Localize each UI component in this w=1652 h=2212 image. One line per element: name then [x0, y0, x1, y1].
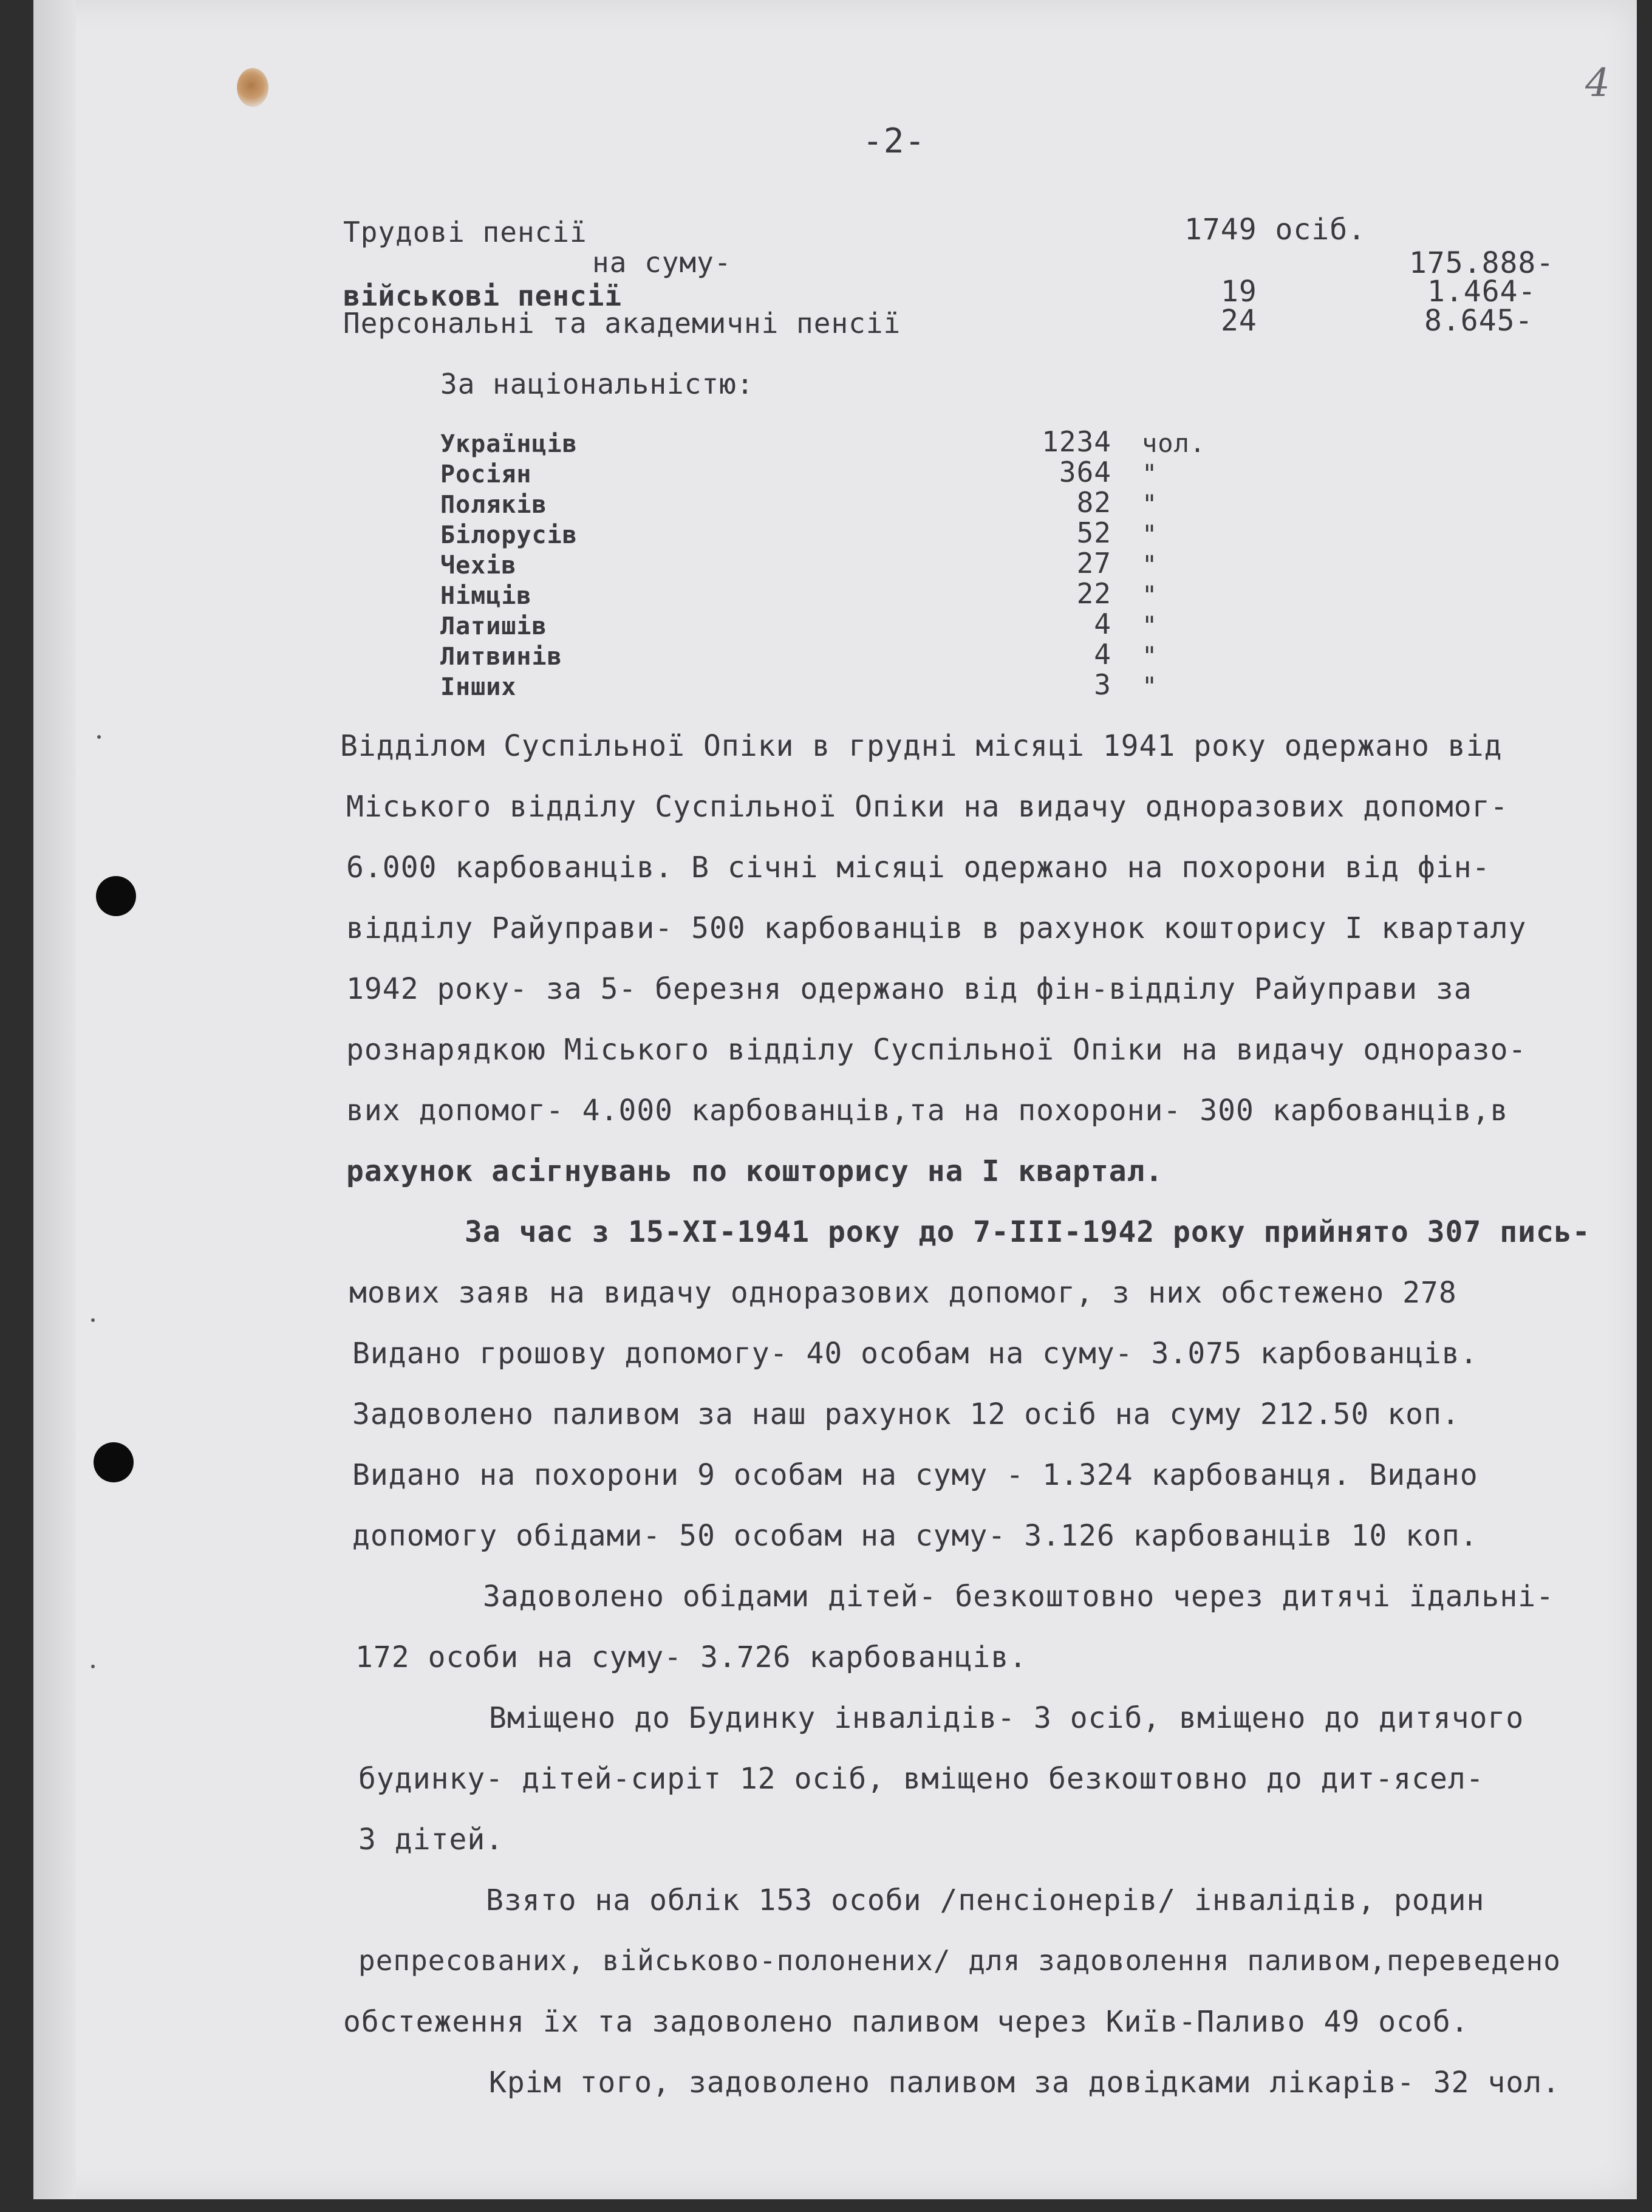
military-pensions-sum: 1.464- — [1427, 275, 1537, 309]
nationality-name: Чехів — [440, 552, 517, 580]
body-line: 3 дітей. — [358, 1823, 504, 1857]
punch-hole-upper — [96, 876, 136, 916]
body-line: обстеження їх та задоволено паливом через Київ-Паливо 49 особ. — [343, 2005, 1469, 2039]
nationality-count: 27 — [1076, 547, 1111, 580]
nationality-name: Росіян — [440, 461, 532, 488]
nationality-unit: " — [1142, 519, 1158, 549]
labor-pensions-sum: 175.888- — [1409, 246, 1555, 280]
body-line: Задоволено обідами дітей- безкоштовно через дитячі їдальні- — [483, 1580, 1555, 1614]
nationality-heading: За національністю: — [440, 368, 754, 400]
body-line: рознарядкою Міського відділу Суспільної Опіки на видачу одноразо- — [346, 1033, 1527, 1067]
nationality-unit: " — [1142, 611, 1158, 640]
nationality-name: Українців — [440, 430, 578, 458]
body-line: За час з 15-XI-1941 року до 7-III-1942 року прийнято 307 пись- — [465, 1215, 1591, 1249]
nationality-unit: " — [1142, 580, 1158, 610]
body-line: Задоволено паливом за наш рахунок 12 осіб на суму 212.50 коп. — [352, 1397, 1460, 1431]
nationality-name: Поляків — [440, 491, 547, 519]
paper-speck — [91, 1318, 95, 1322]
nationality-name: Інших — [440, 673, 517, 701]
body-line: Відділом Суспільної Опіки в грудні місяці 1941 року одержано від — [340, 729, 1503, 763]
body-line: будинку- дітей-сиріт 12 осіб, вміщено безкоштовно до дит-ясел- — [358, 1762, 1484, 1796]
handwritten-page-number: 4 — [1585, 61, 1610, 106]
nationality-count: 4 — [1094, 608, 1111, 640]
nationality-count: 4 — [1094, 638, 1111, 671]
nationality-name: Латишів — [440, 612, 547, 640]
body-line: мових заяв на видачу одноразових допомог, з них обстежено 278 — [349, 1276, 1457, 1310]
nationality-count: 364 — [1059, 456, 1111, 488]
nationality-unit: " — [1142, 489, 1158, 519]
body-line: 1942 року- за 5- березня одержано від фін-відділу Райуправи за — [346, 972, 1472, 1006]
nationality-count: 3 — [1094, 668, 1111, 701]
body-line: 6.000 карбованців. В січні місяці одержано на похорони від фін- — [346, 851, 1490, 885]
nationality-count: 82 — [1076, 486, 1111, 519]
nationality-count: 22 — [1076, 577, 1111, 610]
body-line: Взято на облік 153 особи /пенсіонерів/ інвалідів, родин — [486, 1883, 1485, 1917]
sum-label: на суму- — [592, 246, 732, 279]
nationality-unit: " — [1142, 459, 1158, 488]
nationality-count: 1234 — [1042, 425, 1111, 458]
body-line: репресованих, військово-полонених/ для задоволення паливом,переведено — [358, 1944, 1561, 1977]
body-line: Видано грошову допомогу- 40 особам на суму- 3.075 карбованців. — [352, 1337, 1478, 1371]
military-pensions-count: 19 — [1221, 275, 1257, 309]
personal-pensions-label: Персональні та академичні пенсії — [343, 307, 901, 340]
nationality-count: 52 — [1076, 516, 1111, 549]
body-line: Крім того, задоволено паливом за довідками лікарів- 32 чол. — [489, 2066, 1561, 2100]
paper-edge — [33, 0, 76, 2199]
nationality-name: Німців — [440, 582, 532, 610]
nationality-name: Білорусів — [440, 521, 578, 549]
labor-pensions-label: Трудові пенсії — [343, 216, 587, 248]
personal-pensions-count: 24 — [1221, 304, 1257, 338]
labor-pensions-count: 1749 осіб. — [1184, 213, 1366, 247]
body-line: відділу Райуправи- 500 карбованців в рахунок кошторису I кварталу — [346, 911, 1527, 945]
personal-pensions-sum: 8.645- — [1424, 304, 1534, 338]
body-line: рахунок асігнувань по кошторису на I квартал. — [346, 1154, 1164, 1188]
body-line: Вміщено до Будинку інвалідів- 3 осіб, вміщено до дитячого — [489, 1701, 1524, 1735]
paper-speck — [91, 1665, 95, 1668]
page-number: -2- — [862, 122, 926, 161]
nationality-unit: чол. — [1142, 428, 1206, 458]
rust-stain — [237, 68, 268, 107]
body-line: вих допомог- 4.000 карбованців,та на похорони- 300 карбованців,в — [346, 1094, 1509, 1128]
body-line: Міського відділу Суспільної Опіки на видачу одноразових допомог- — [346, 790, 1509, 824]
nationality-unit: " — [1142, 550, 1158, 580]
body-line: Видано на похорони 9 особам на суму - 1.324 карбованця. Видано — [352, 1458, 1478, 1492]
nationality-name: Литвинів — [440, 643, 562, 671]
paper-speck — [97, 735, 101, 739]
body-line: допомогу обідами- 50 особам на суму- 3.126 карбованців 10 коп. — [352, 1519, 1478, 1553]
body-line: 172 особи на суму- 3.726 карбованців. — [355, 1640, 1028, 1674]
military-pensions-label: військові пенсії — [343, 279, 623, 312]
nationality-unit: " — [1142, 641, 1158, 671]
punch-hole-lower — [94, 1442, 134, 1482]
nationality-unit: " — [1142, 671, 1158, 701]
